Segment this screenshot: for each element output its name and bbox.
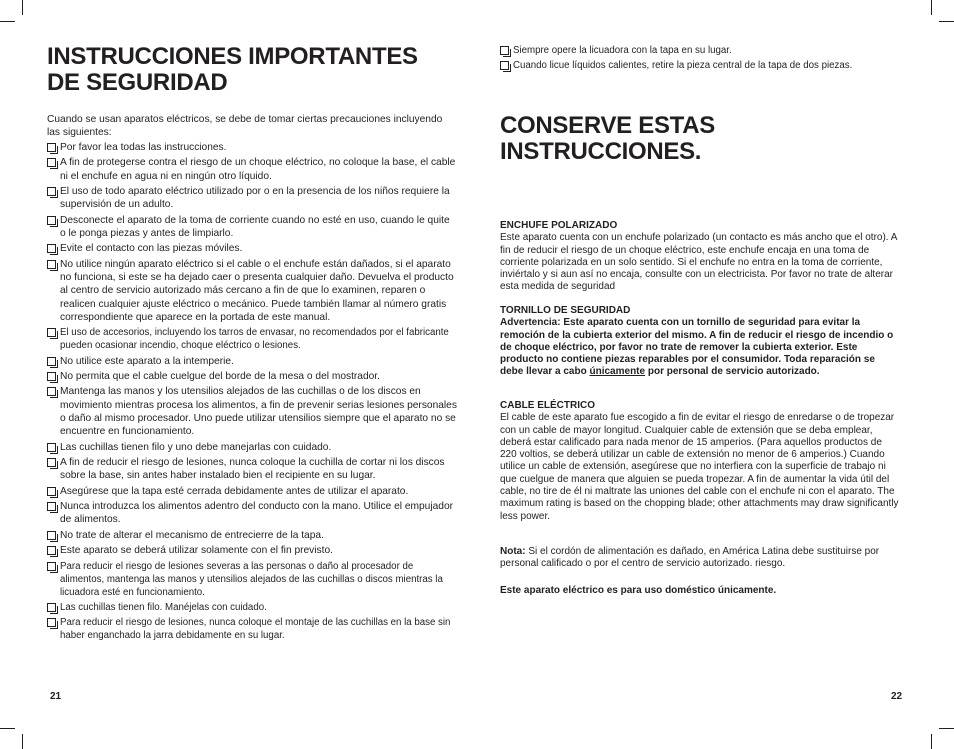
- note-label: Nota:: [500, 546, 526, 557]
- safety-list: [47, 141, 457, 644]
- checkbox-icon: [47, 531, 56, 540]
- section-text: El cable de este aparato fue escogido a fin de evitar el riesgo de enredarse o de tropezar con un cable de mayor longitud. Cualquier cable de extensión que se deba emplear, deberá estar calificado para nada menor de 15 amperios. (Para aquellos productos de 220 voltios, se deberá utilizar un cable de extensión no menor de 6 amperios.) Cuando utilice un cable de extensión, asegúrese que no interfiera con la superficie de trabajo ni que cuelgue de manera que alguien se pueda tropezar. A fin de aumentar la vida útil del cable, no tire de él ni maltrate las uniones del cable con el enchufe ni con el aparato. The maximum rating is based on the chopping blade; other attachments may draw significantly less power.: [500, 412, 899, 522]
- note-section: [500, 546, 900, 571]
- crop-mark: [0, 728, 15, 729]
- crop-mark: [939, 728, 954, 729]
- underlined-word: únicamente: [589, 366, 646, 378]
- checkbox-icon: [47, 260, 56, 269]
- list-item: Cuando licue líquidos calientes, retire la pieza central de la tapa de dos piezas.: [500, 59, 900, 72]
- crop-mark: [931, 0, 932, 15]
- title-line-1: INSTRUCCIONES IMPORTANTES: [47, 43, 418, 70]
- list-item: El uso de todo aparato eléctrico utilizado por o en la presencia de los niños requiere la supervisión de un adulto.: [47, 185, 457, 212]
- crop-mark: [22, 734, 23, 749]
- checkbox-icon: [47, 502, 56, 511]
- save-instructions-title: [500, 113, 880, 165]
- household-statement: Este aparato eléctrico es para uso doméstico únicamente.: [500, 585, 777, 596]
- checkbox-icon: [47, 357, 56, 366]
- section-text: Advertencia: Este aparato cuenta con un tornillo de seguridad para evitar la remoción de la cubierta exterior del mismo. A fin de reducir el riesgo de incendio o de choque eléctrico, por favor no trate de remover la cubierta exterior. Este producto no contiene piezas reparables por el consumidor. Toda reparación se debe llevar a cabo únicamente por personal de servicio autorizado.: [500, 317, 894, 378]
- list-item: Las cuchillas tienen filo y uno debe manejarlas con cuidado.: [47, 441, 457, 454]
- list-item: A fin de reducir el riesgo de lesiones, nunca coloque la cuchilla de cortar ni los discos sobre la base, sin antes haber instalado bien el recipiente en su lugar.: [47, 456, 457, 483]
- checkbox-icon: [47, 603, 56, 612]
- section-heading: ENCHUFE POLARIZADO: [500, 220, 618, 231]
- checkbox-icon: [47, 372, 56, 381]
- checkbox-icon: [47, 244, 56, 253]
- crop-mark: [22, 0, 23, 15]
- section-text: Este aparato cuenta con un enchufe polarizado (un contacto es más ancho que el otro). A fin de reducir el riesgo de un choque eléctrico, este enchufe encaja en una toma de corriente polarizada en un solo sentido. Si el enchufe no entra en la toma de corriente, inviértalo y si aun así no encaja, consulte con un electricista. Por favor no trate de alterar esta medida de seguridad: [500, 232, 897, 293]
- section-heading: TORNILLO DE SEGURIDAD: [500, 305, 631, 316]
- plug-section: [500, 220, 900, 294]
- checkbox-icon: [47, 443, 56, 452]
- page-number-left: 21: [50, 691, 62, 702]
- checkbox-icon: [47, 618, 56, 627]
- list-item: Por favor lea todas las instrucciones.: [47, 141, 457, 154]
- checkbox-icon: [500, 61, 509, 70]
- intro-text: Cuando se usan aparatos eléctricos, se debe de tomar ciertas precauciones incluyendo las siguientes:: [47, 114, 443, 139]
- list-item: El uso de accesorios, incluyendo los tarros de envasar, no recomendados por el fabricante pueden ocasionar incendio, choque eléctrico o lesiones.: [47, 326, 457, 352]
- list-item: No utilice ningún aparato eléctrico si el cable o el enchufe están dañados, si el aparato no funciona, si este se ha dejado caer o presenta cualquier daño. Devuelva el producto al centro de servicio autorizado más cercano a fin de que lo examinen, reparen o realicen cualquier ajuste eléctrico o mecánico. Puede también llamar al número gratis correspondiente que aparece en la portada de este manual.: [47, 258, 457, 324]
- list-item: No trate de alterar el mecanismo de entrecierre de la tapa.: [47, 529, 457, 542]
- checkbox-icon: [47, 158, 56, 167]
- section-heading: CABLE ELÉCTRICO: [500, 400, 595, 411]
- screw-section: [500, 305, 900, 379]
- crop-mark: [931, 734, 932, 749]
- list-item: Mantenga las manos y los utensilios alejados de las cuchillas o de los discos en movimiento mientras procesa los alimentos, a fin de prevenir serias lesiones personales o daño al mismo procesador. Uno puede utilizar utensilios siempre que el aparato no se encuentre en funcionamiento.: [47, 385, 457, 438]
- list-item: No permita que el cable cuelgue del borde de la mesa o del mostrador.: [47, 370, 457, 383]
- list-item: Para reducir el riesgo de lesiones severas a las personas o daño al procesador de alimentos, mantenga las manos y utensilios alejados de las cuchillas o discos mientras la licuadora esté en funcionamiento.: [47, 560, 457, 599]
- checkbox-icon: [47, 562, 56, 571]
- safety-list-continued: [500, 44, 900, 75]
- checkbox-icon: [47, 487, 56, 496]
- checkbox-icon: [47, 328, 56, 337]
- checkbox-icon: [47, 458, 56, 467]
- list-item: Para reducir el riesgo de lesiones, nunca coloque el montaje de las cuchillas en la base sin haber enganchado la jarra debidamente en su lugar.: [47, 616, 457, 642]
- checkbox-icon: [47, 143, 56, 152]
- list-item: Las cuchillas tienen filo. Manéjelas con cuidado.: [47, 601, 457, 614]
- checkbox-icon: [47, 387, 56, 396]
- list-item: No utilice este aparato a la intemperie.: [47, 355, 457, 368]
- page-number-right: 22: [891, 691, 903, 702]
- crop-mark: [0, 21, 15, 22]
- list-item: A fin de protegerse contra el riesgo de un choque eléctrico, no coloque la base, el cable ni el enchufe en agua ni en ningún otro líquido.: [47, 156, 457, 183]
- list-item: Desconecte el aparato de la toma de corriente cuando no esté en uso, cuando le quite o le ponga piezas y antes de limpiarlo.: [47, 214, 457, 241]
- list-item: Siempre opere la licuadora con la tapa en su lugar.: [500, 44, 900, 57]
- title-line-2: DE SEGURIDAD: [47, 68, 228, 96]
- list-item: Asegúrese que la tapa esté cerrada debidamente antes de utilizar el aparato.: [47, 485, 457, 498]
- cord-section: [500, 400, 900, 523]
- title-line-1: CONSERVE ESTAS: [500, 112, 715, 139]
- title-line-2: INSTRUCCIONES.: [500, 137, 702, 165]
- checkbox-icon: [47, 187, 56, 196]
- page-title: [47, 44, 447, 96]
- checkbox-icon: [47, 546, 56, 555]
- list-item: Este aparato se deberá utilizar solamente con el fin previsto.: [47, 544, 457, 557]
- checkbox-icon: [47, 216, 56, 225]
- crop-mark: [939, 21, 954, 22]
- list-item: Evite el contacto con las piezas móviles.: [47, 242, 457, 255]
- list-item: Nunca introduzca los alimentos adentro del conducto con la mano. Utilice el empujador de alimentos.: [47, 500, 457, 527]
- note-text: Si el cordón de alimentación es dañado, en América Latina debe sustituirse por personal calificado o por el centro de servicio autorizado. riesgo.: [500, 546, 880, 570]
- checkbox-icon: [500, 46, 509, 55]
